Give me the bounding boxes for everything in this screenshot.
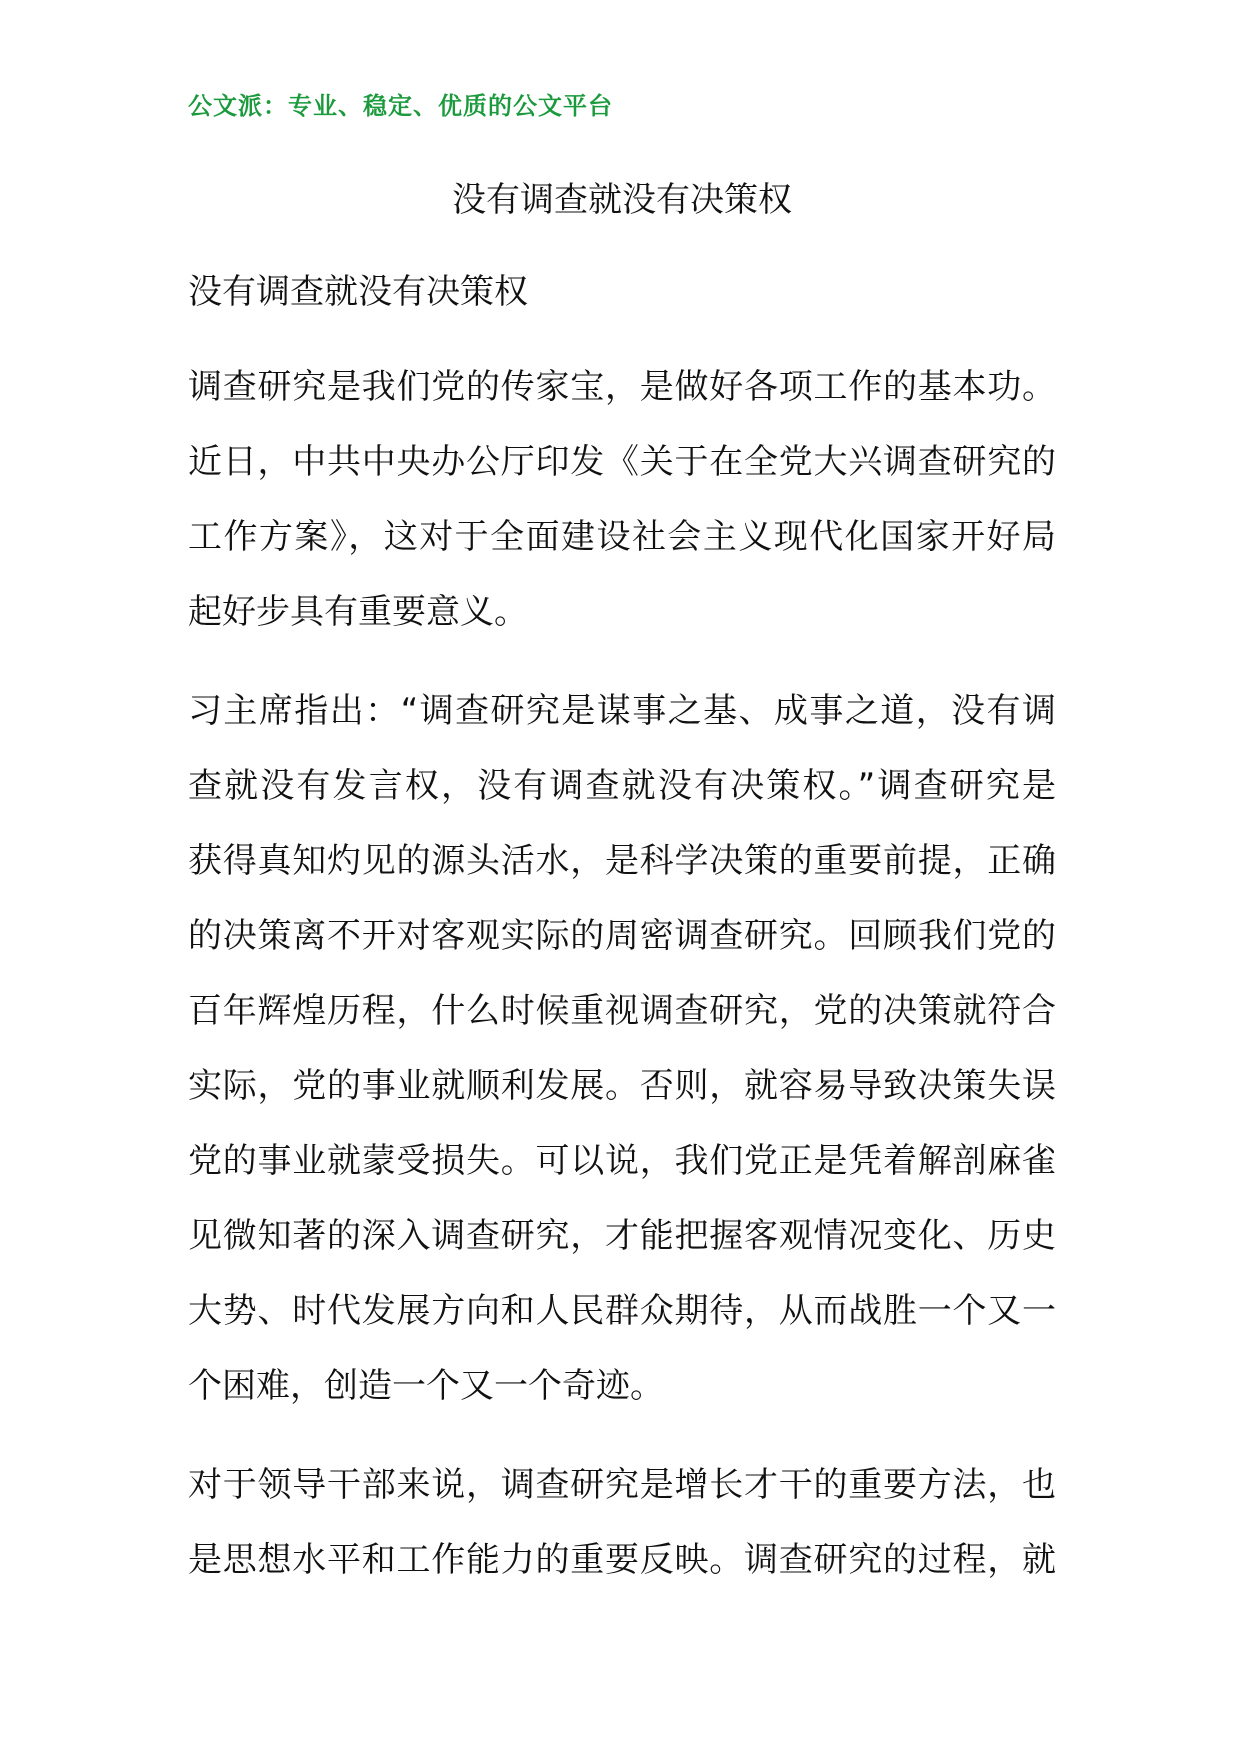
- text-line: 是思想水平和工作能力的重要反映。调查研究的过程，就: [188, 1540, 1056, 1580]
- text-line: 百年辉煌历程，什么时候重视调查研究，党的决策就符合: [188, 991, 1056, 1031]
- header-brand: 公文派：专业、稳定、优质的公文平台: [188, 92, 613, 120]
- text-line: 对于领导干部来说，调查研究是增长才干的重要方法，也: [188, 1465, 1056, 1505]
- text-line: 调查研究是我们党的传家宝，是做好各项工作的基本功。: [188, 367, 1056, 407]
- text-line: 工作方案》，这对于全面建设社会主义现代化国家开好局: [188, 517, 1056, 557]
- text-line: 见微知著的深入调查研究，才能把握客观情况变化、历史: [188, 1216, 1056, 1256]
- text-line: 大势、时代发展方向和人民群众期待，从而战胜一个又一: [188, 1291, 1056, 1331]
- paragraph-2: [188, 674, 1056, 1424]
- text-line: 个困难，创造一个又一个奇迹。: [188, 1366, 664, 1406]
- text-line: 党的事业就蒙受损失。可以说，我们党正是凭着解剖麻雀: [188, 1141, 1056, 1181]
- text-line: 习主席指出：“调查研究是谋事之基、成事之道，没有调: [188, 691, 1056, 731]
- document-body: [188, 350, 1056, 1622]
- document-title: 没有调查就没有决策权: [452, 180, 792, 220]
- document-subtitle: 没有调查就没有决策权: [188, 272, 528, 312]
- text-line: 查就没有发言权，没有调查就没有决策权。”调查研究是: [188, 766, 1056, 806]
- text-line: 起好步具有重要意义。: [188, 592, 528, 632]
- text-line: 的决策离不开对客观实际的周密调查研究。回顾我们党的: [188, 916, 1056, 956]
- text-line: 实际，党的事业就顺利发展。否则，就容易导致决策失误: [188, 1066, 1056, 1106]
- paragraph-3: [188, 1448, 1056, 1598]
- paragraph-1: [188, 350, 1056, 650]
- text-line: 获得真知灼见的源头活水，是科学决策的重要前提，正确: [188, 841, 1056, 881]
- text-line: 近日，中共中央办公厅印发《关于在全党大兴调查研究的: [188, 442, 1056, 482]
